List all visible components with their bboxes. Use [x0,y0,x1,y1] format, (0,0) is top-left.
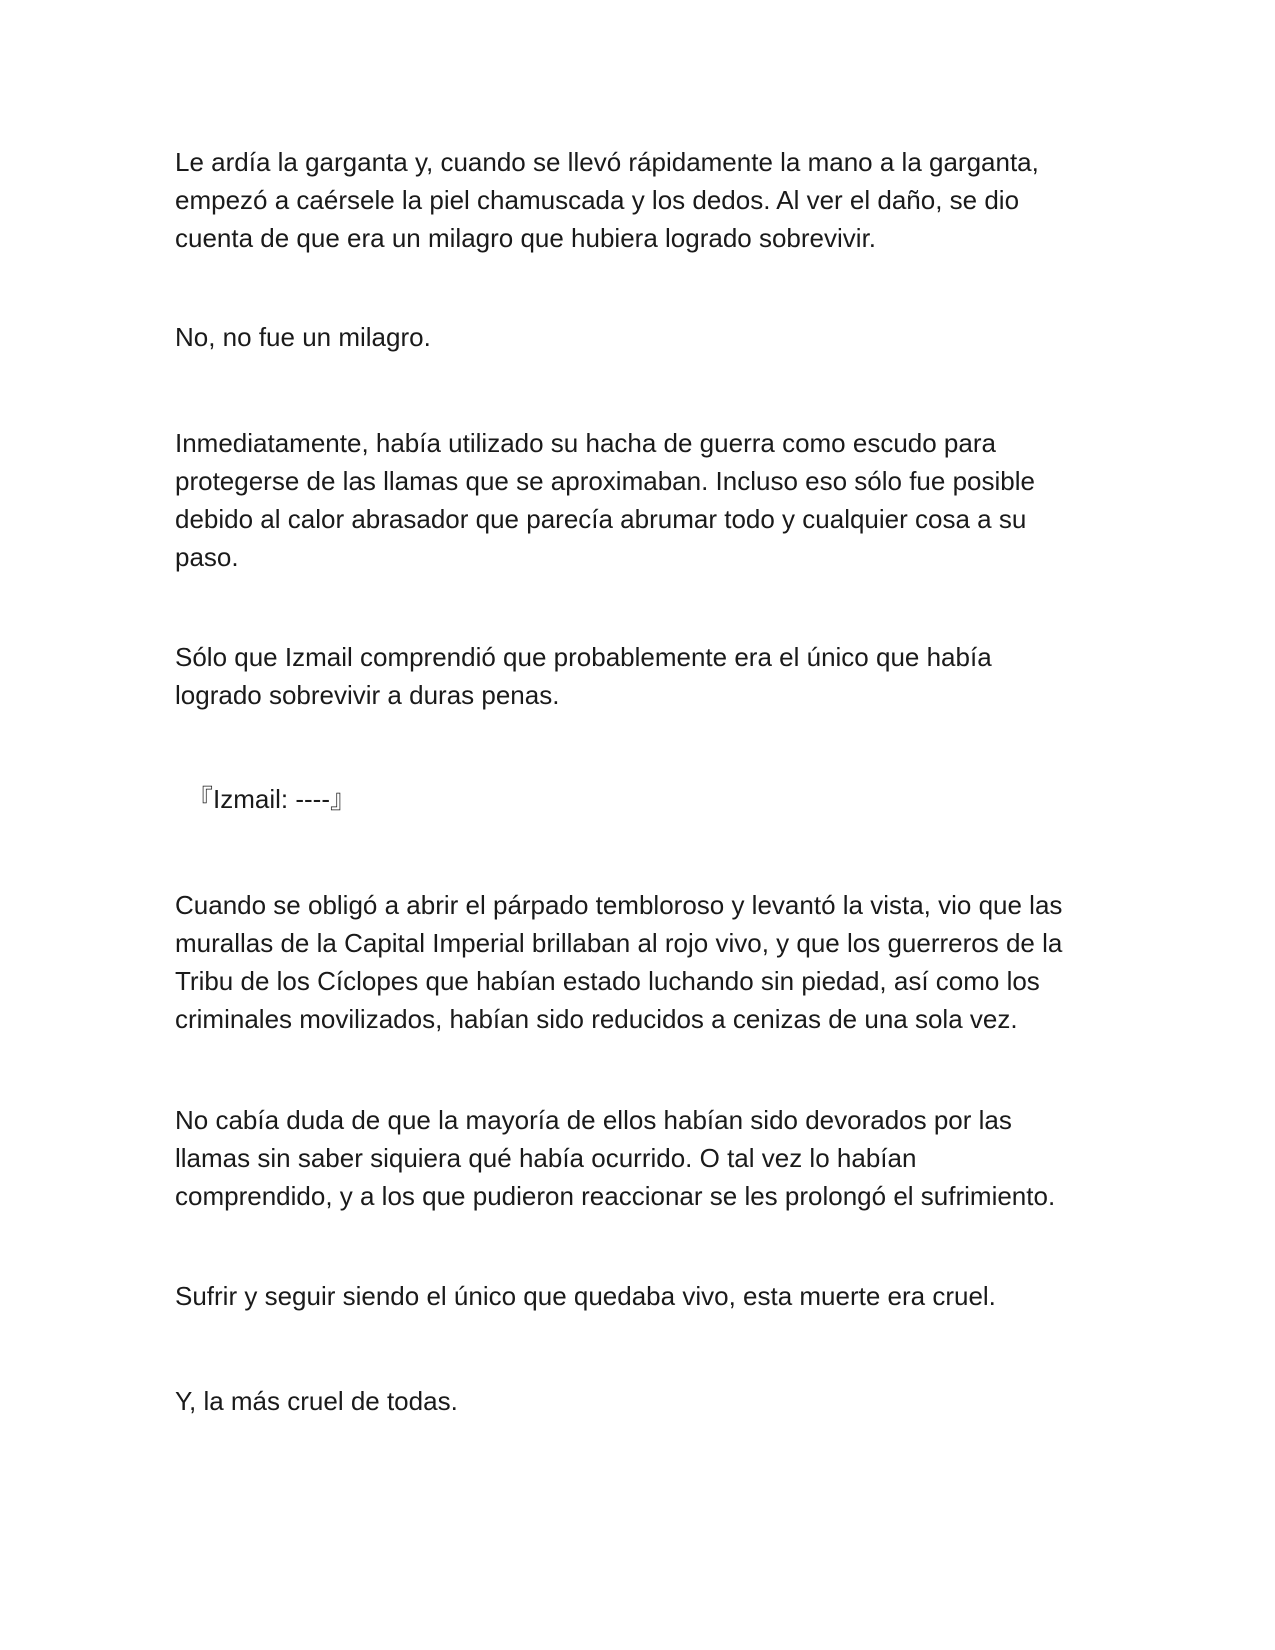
paragraph-4: Sólo que Izmail comprendió que probablemente era el único que había logrado sobrevivir a duras penas. [175,642,992,710]
paragraph-2: No, no fue un milagro. [175,322,431,352]
paragraph-3: Inmediatamente, había utilizado su hacha de guerra como escudo para protegerse de las llamas que se aproximaban. Incluso eso sólo fue posible debido al calor abrasador que parecía abrumar todo y cualquier cosa a su paso. [175,428,1035,572]
paragraph-1: Le ardía la garganta y, cuando se llevó rápidamente la mano a la garganta, empezó a caérsele la piel chamuscada y los dedos. Al ver el daño, se dio cuenta de que era un milagro que hubiera logrado sobrevivir. [175,147,1039,253]
paragraph-7: Sufrir y seguir siendo el único que quedaba vivo, esta muerte era cruel. [175,1281,996,1311]
paragraph-8: Y, la más cruel de todas. [175,1386,458,1416]
dialogue-line: 『Izmail: ----』 [187,784,356,814]
paragraph-5: Cuando se obligó a abrir el párpado tembloroso y levantó la vista, vio que las murallas de la Capital Imperial brillaban al rojo vivo, y que los guerreros de la Tribu de los Cíclopes que habían estado luchando sin piedad, así como los criminales movilizados, habían sido reducidos a cenizas de una sola vez. [175,890,1063,1034]
paragraph-6: No cabía duda de que la mayoría de ellos habían sido devorados por las llamas sin saber siquiera qué había ocurrido. O tal vez lo habían comprendido, y a los que pudieron reaccionar se les prolongó el sufrimiento. [175,1105,1056,1211]
